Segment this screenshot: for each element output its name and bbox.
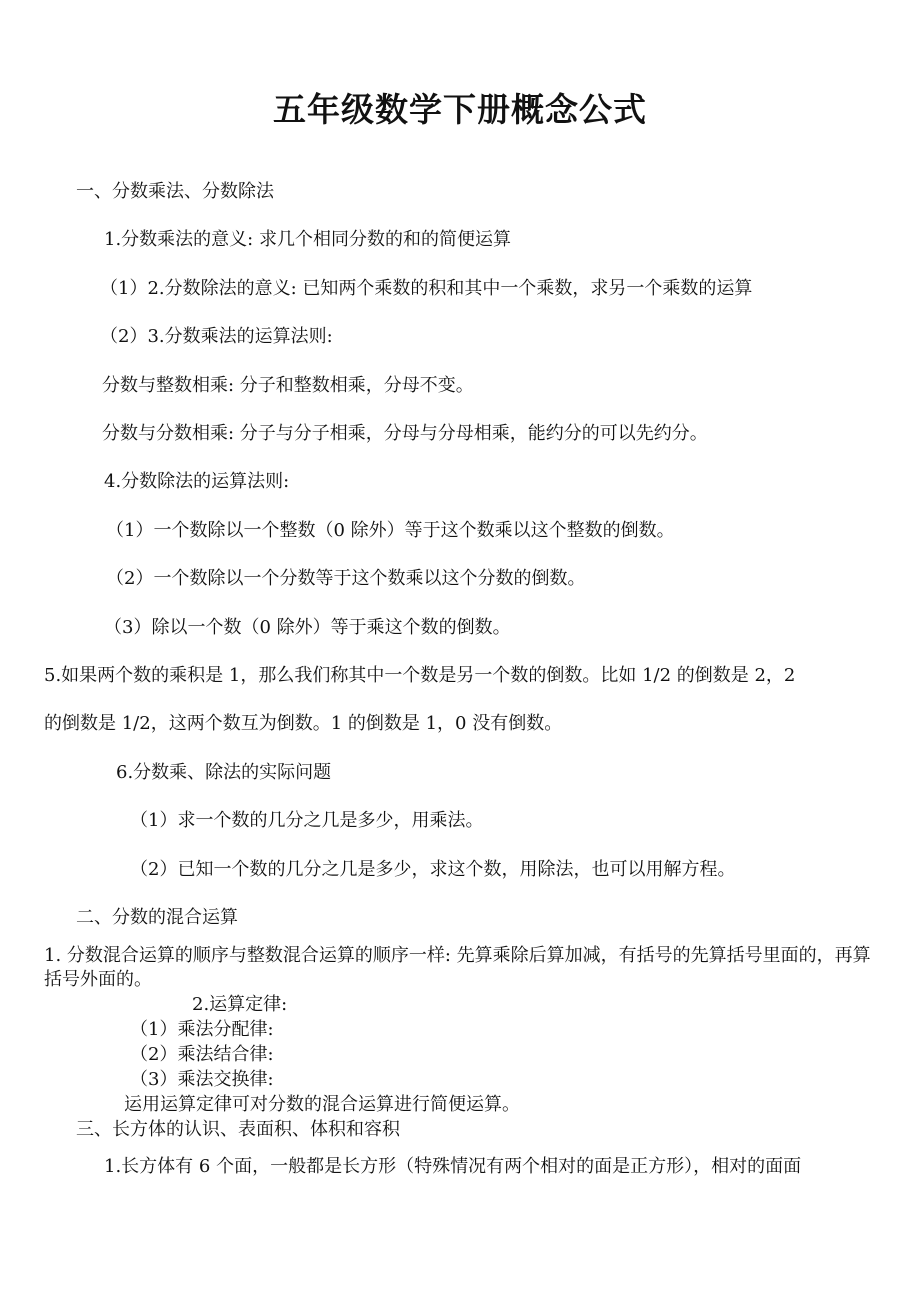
section-2-heading: 二、分数的混合运算 — [76, 907, 238, 928]
text-line: 6.分数乘、除法的实际问题 — [116, 762, 332, 783]
text-line: （1）乘法分配律: — [130, 1019, 274, 1040]
text-line: 分数与分数相乘: 分子与分子相乘，分母与分母相乘，能约分的可以先约分。 — [102, 423, 708, 444]
text-line: 分数与整数相乘: 分子和整数相乘，分母不变。 — [102, 375, 474, 396]
text-line: （1）2.分数除法的意义: 已知两个乘数的积和其中一个乘数，求另一个乘数的运算 — [100, 278, 753, 299]
text-line: （2）已知一个数的几分之几是多少，求这个数，用除法，也可以用解方程。 — [130, 859, 736, 880]
text-line: （3）除以一个数（0 除外）等于乘这个数的倒数。 — [104, 617, 511, 638]
text-line: 1.长方体有 6 个面，一般都是长方形（特殊情况有两个相对的面是正方形），相对的面面 — [104, 1156, 802, 1177]
text-line: （1）一个数除以一个整数（0 除外）等于这个数乘以这个整数的倒数。 — [106, 520, 675, 541]
text-line: （2）乘法结合律: — [130, 1044, 274, 1065]
text-line: （2）一个数除以一个分数等于这个数乘以这个分数的倒数。 — [106, 568, 586, 589]
text-line: （3）乘法交换律: — [130, 1069, 274, 1090]
text-line: 4.分数除法的运算法则: — [104, 471, 290, 492]
text-line: 的倒数是 1/2，这两个数互为倒数。1 的倒数是 1，0 没有倒数。 — [44, 713, 563, 734]
text-paragraph: 1. 分数混合运算的顺序与整数混合运算的顺序一样: 先算乘除后算加减，有括号的先算括号里面的，再算括号外面的。 — [44, 945, 871, 990]
section-1-heading: 一、分数乘法、分数除法 — [76, 181, 274, 202]
document-title: 五年级数学下册概念公式 — [273, 90, 647, 129]
text-line: （1）求一个数的几分之几是多少，用乘法。 — [130, 810, 484, 831]
text-line: （2）3.分数乘法的运算法则: — [100, 326, 333, 347]
text-line: 1.分数乘法的意义: 求几个相同分数的和的简便运算 — [104, 229, 511, 250]
section-3-heading: 三、长方体的认识、表面积、体积和容积 — [76, 1119, 400, 1140]
text-line: 5.如果两个数的乘积是 1，那么我们称其中一个数是另一个数的倒数。比如 1/2 的倒数是 2，2 — [44, 665, 796, 686]
text-line: 运用运算定律可对分数的混合运算进行简便运算。 — [124, 1094, 520, 1115]
text-line: 2.运算定律: — [192, 994, 288, 1015]
